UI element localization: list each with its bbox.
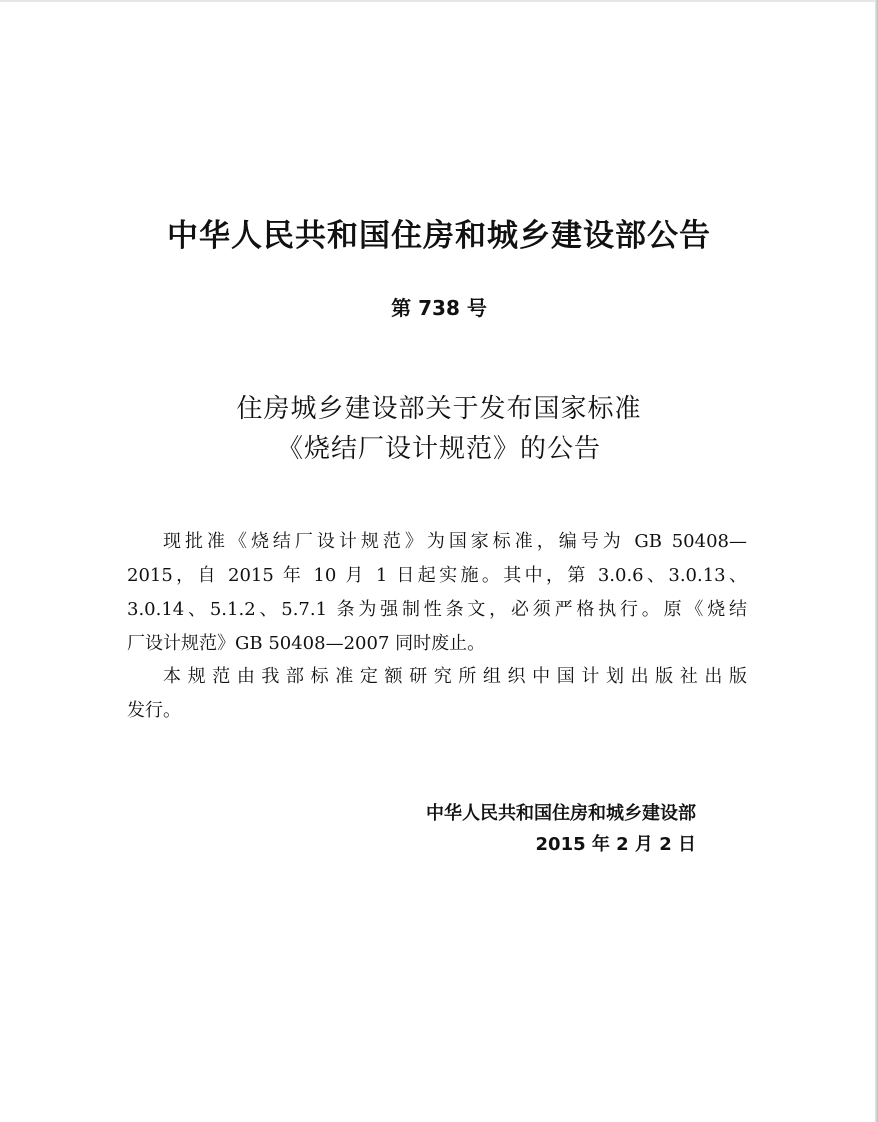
paragraph-1-line-3: 3.0.14、5.1.2、5.7.1 条为强制性条文，必须严格执行。原《烧结 [127, 599, 747, 620]
announcement-title: 中华人民共和国住房和城乡建设部公告 [167, 218, 711, 254]
paragraph-1-line-2: 2015，自 2015 年 10 月 1 日起实施。其中，第 3.0.6、3.0.13、 [127, 565, 747, 586]
paragraph-1-line-4: 厂设计规范》GB 50408—2007 同时废止。 [127, 633, 486, 654]
body-paragraph-2 [127, 660, 747, 728]
paragraph-2-line-2: 发行。 [127, 700, 181, 721]
announcement-subtitle-line-2: 《烧结厂设计规范》的公告 [276, 434, 601, 464]
signature-date: 2015 年 2 月 2 日 [535, 834, 696, 855]
page-top-edge [0, 0, 878, 2]
paragraph-2-line-1: 本规范由我部标准定额研究所组织中国计划出版社出版 [163, 666, 747, 687]
signature-issuer: 中华人民共和国住房和城乡建设部 [426, 803, 696, 824]
paragraph-1-line-1: 现批准《烧结厂设计规范》为国家标准，编号为 GB 50408— [163, 531, 747, 552]
body-paragraph-1 [127, 525, 747, 661]
announcement-number: 第 738 号 [391, 296, 487, 320]
announcement-subtitle-line-1: 住房城乡建设部关于发布国家标准 [236, 394, 642, 424]
